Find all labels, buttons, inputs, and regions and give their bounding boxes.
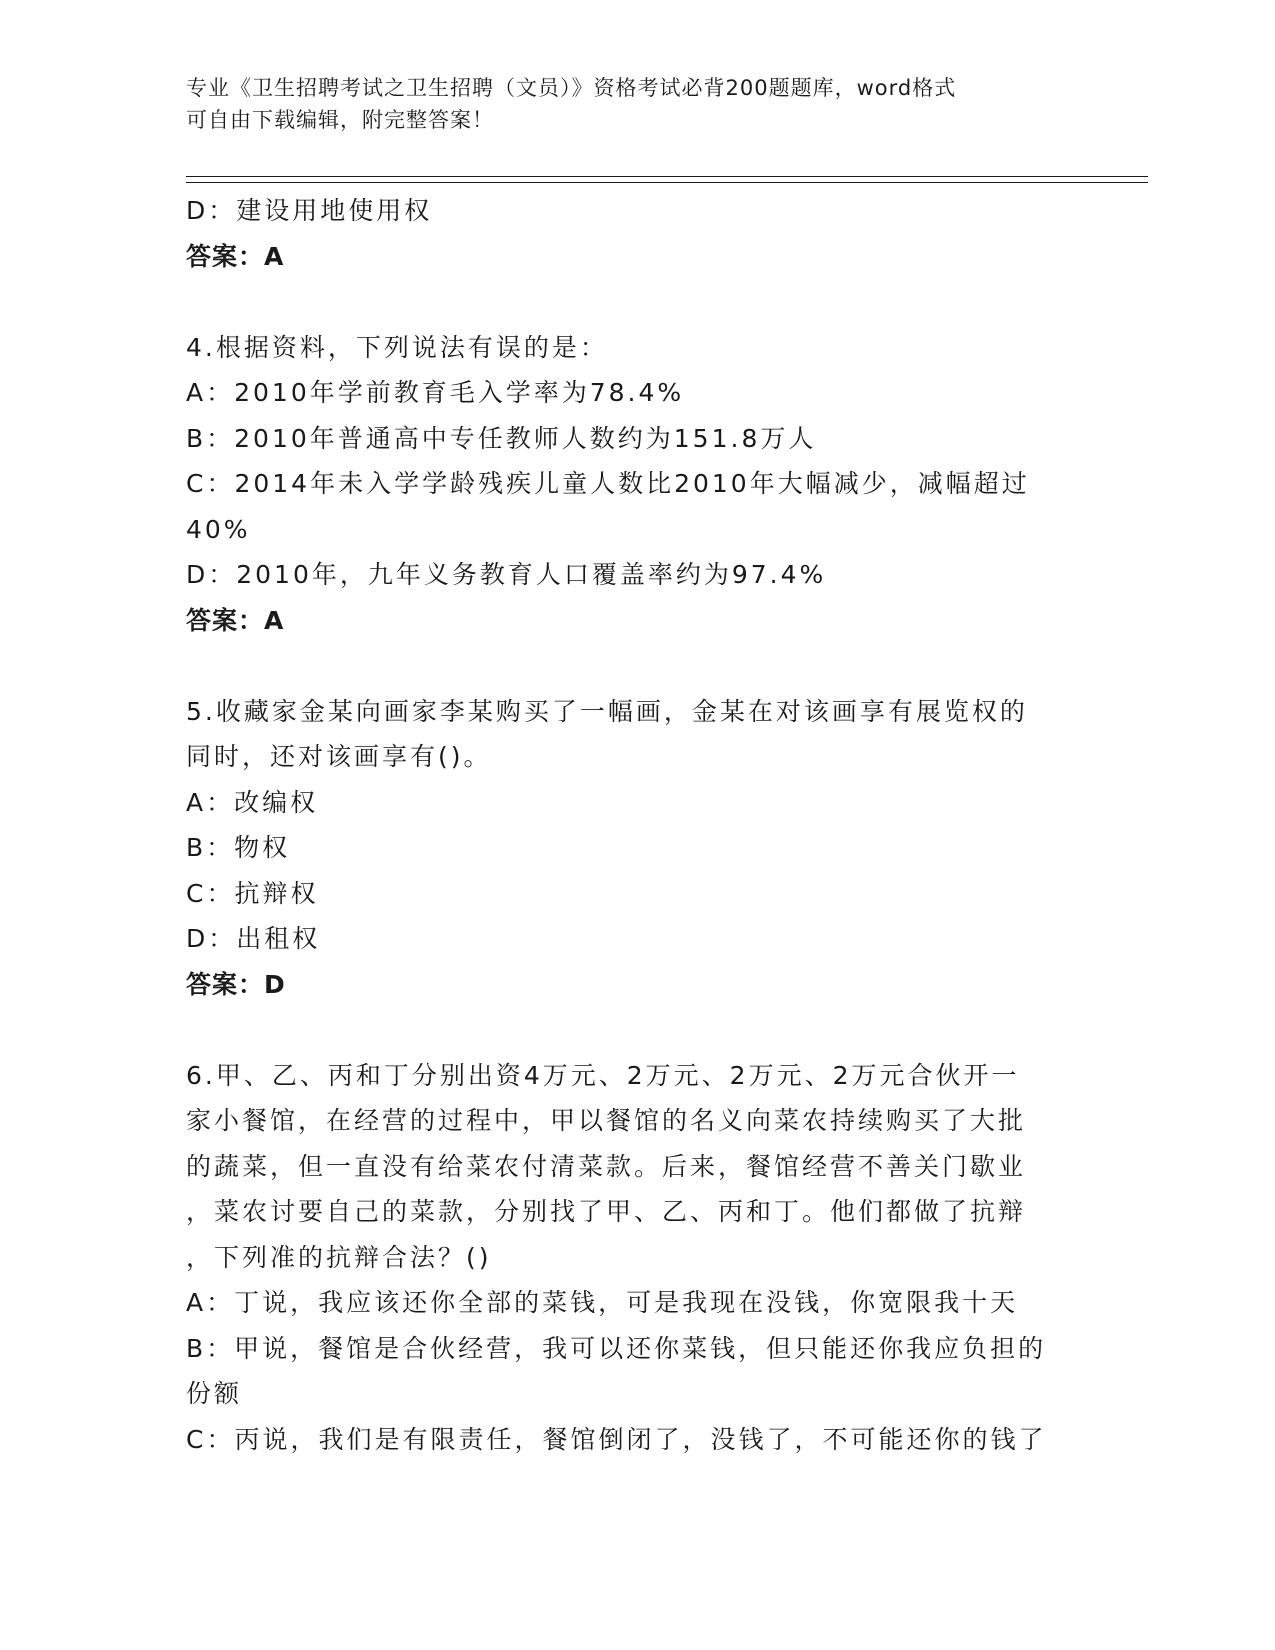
spacer <box>186 1007 1066 1053</box>
question-content <box>186 188 1066 1462</box>
option-c-continued: 40% <box>186 514 251 544</box>
question-stem: 4.根据资料，下列说法有误的是： <box>186 332 608 362</box>
option-d: D：建设用地使用权 <box>186 196 433 225</box>
option-b: B：2010年普通高中专任教师人数约为151.8万人 <box>186 423 817 453</box>
question-3-tail <box>186 188 1066 279</box>
question-stem: 5.收藏家金某向画家李某购买了一幅画，金某在对该画享有展览权的 <box>186 696 1028 726</box>
option-b: B：物权 <box>186 833 291 862</box>
spacer <box>186 643 1066 689</box>
option-c: C：2014年未入学学龄残疾儿童人数比2010年大幅减少，减幅超过 <box>186 469 1030 498</box>
option-b-continued: 份额 <box>186 1379 243 1408</box>
question-stem-continued: ，菜农讨要自己的菜款，分别找了甲、乙、丙和丁。他们都做了抗辩 <box>186 1197 1027 1226</box>
answer: 答案：D <box>186 969 286 999</box>
question-stem-continued: ，下列准的抗辩合法？() <box>186 1242 492 1272</box>
question-stem-continued: 同时，还对该画享有()。 <box>186 742 492 771</box>
option-a: A：丁说，我应该还你全部的菜钱，可是我现在没钱，你宽限我十天 <box>186 1288 1019 1317</box>
question-5 <box>186 689 1066 1008</box>
option-c: C：丙说，我们是有限责任，餐馆倒闭了，没钱了，不可能还你的钱了 <box>186 1424 1047 1454</box>
answer: 答案：A <box>186 605 285 635</box>
option-a: A：2010年学前教育毛入学率为78.4% <box>186 378 685 407</box>
header-title-line-2: 可自由下载编辑，附完整答案！ <box>186 108 494 132</box>
question-4 <box>186 325 1066 644</box>
page-header <box>186 72 1066 136</box>
option-d: D：出租权 <box>186 924 321 953</box>
question-6 <box>186 1053 1066 1463</box>
option-b: B：甲说，餐馆是合伙经营，我可以还你菜钱，但只能还你我应负担的 <box>186 1333 1047 1363</box>
header-divider <box>186 176 1148 183</box>
option-c: C：抗辩权 <box>186 878 319 908</box>
answer: 答案：A <box>186 241 285 271</box>
spacer <box>186 279 1066 325</box>
header-title-line-1: 专业《卫生招聘考试之卫生招聘（文员）》资格考试必背200题题库，word格式 <box>186 76 957 100</box>
question-stem-continued: 家小餐馆，在经营的过程中，甲以餐馆的名义向菜农持续购买了大批 <box>186 1106 1027 1135</box>
option-d: D：2010年，九年义务教育人口覆盖率约为97.4% <box>186 560 827 589</box>
question-stem: 6.甲、乙、丙和丁分别出资4万元、2万元、2万元、2万元合伙开一 <box>186 1060 1020 1090</box>
question-stem-continued: 的蔬菜，但一直没有给菜农付清菜款。后来，餐馆经营不善关门歇业 <box>186 1151 1027 1181</box>
option-a: A：改编权 <box>186 787 319 817</box>
